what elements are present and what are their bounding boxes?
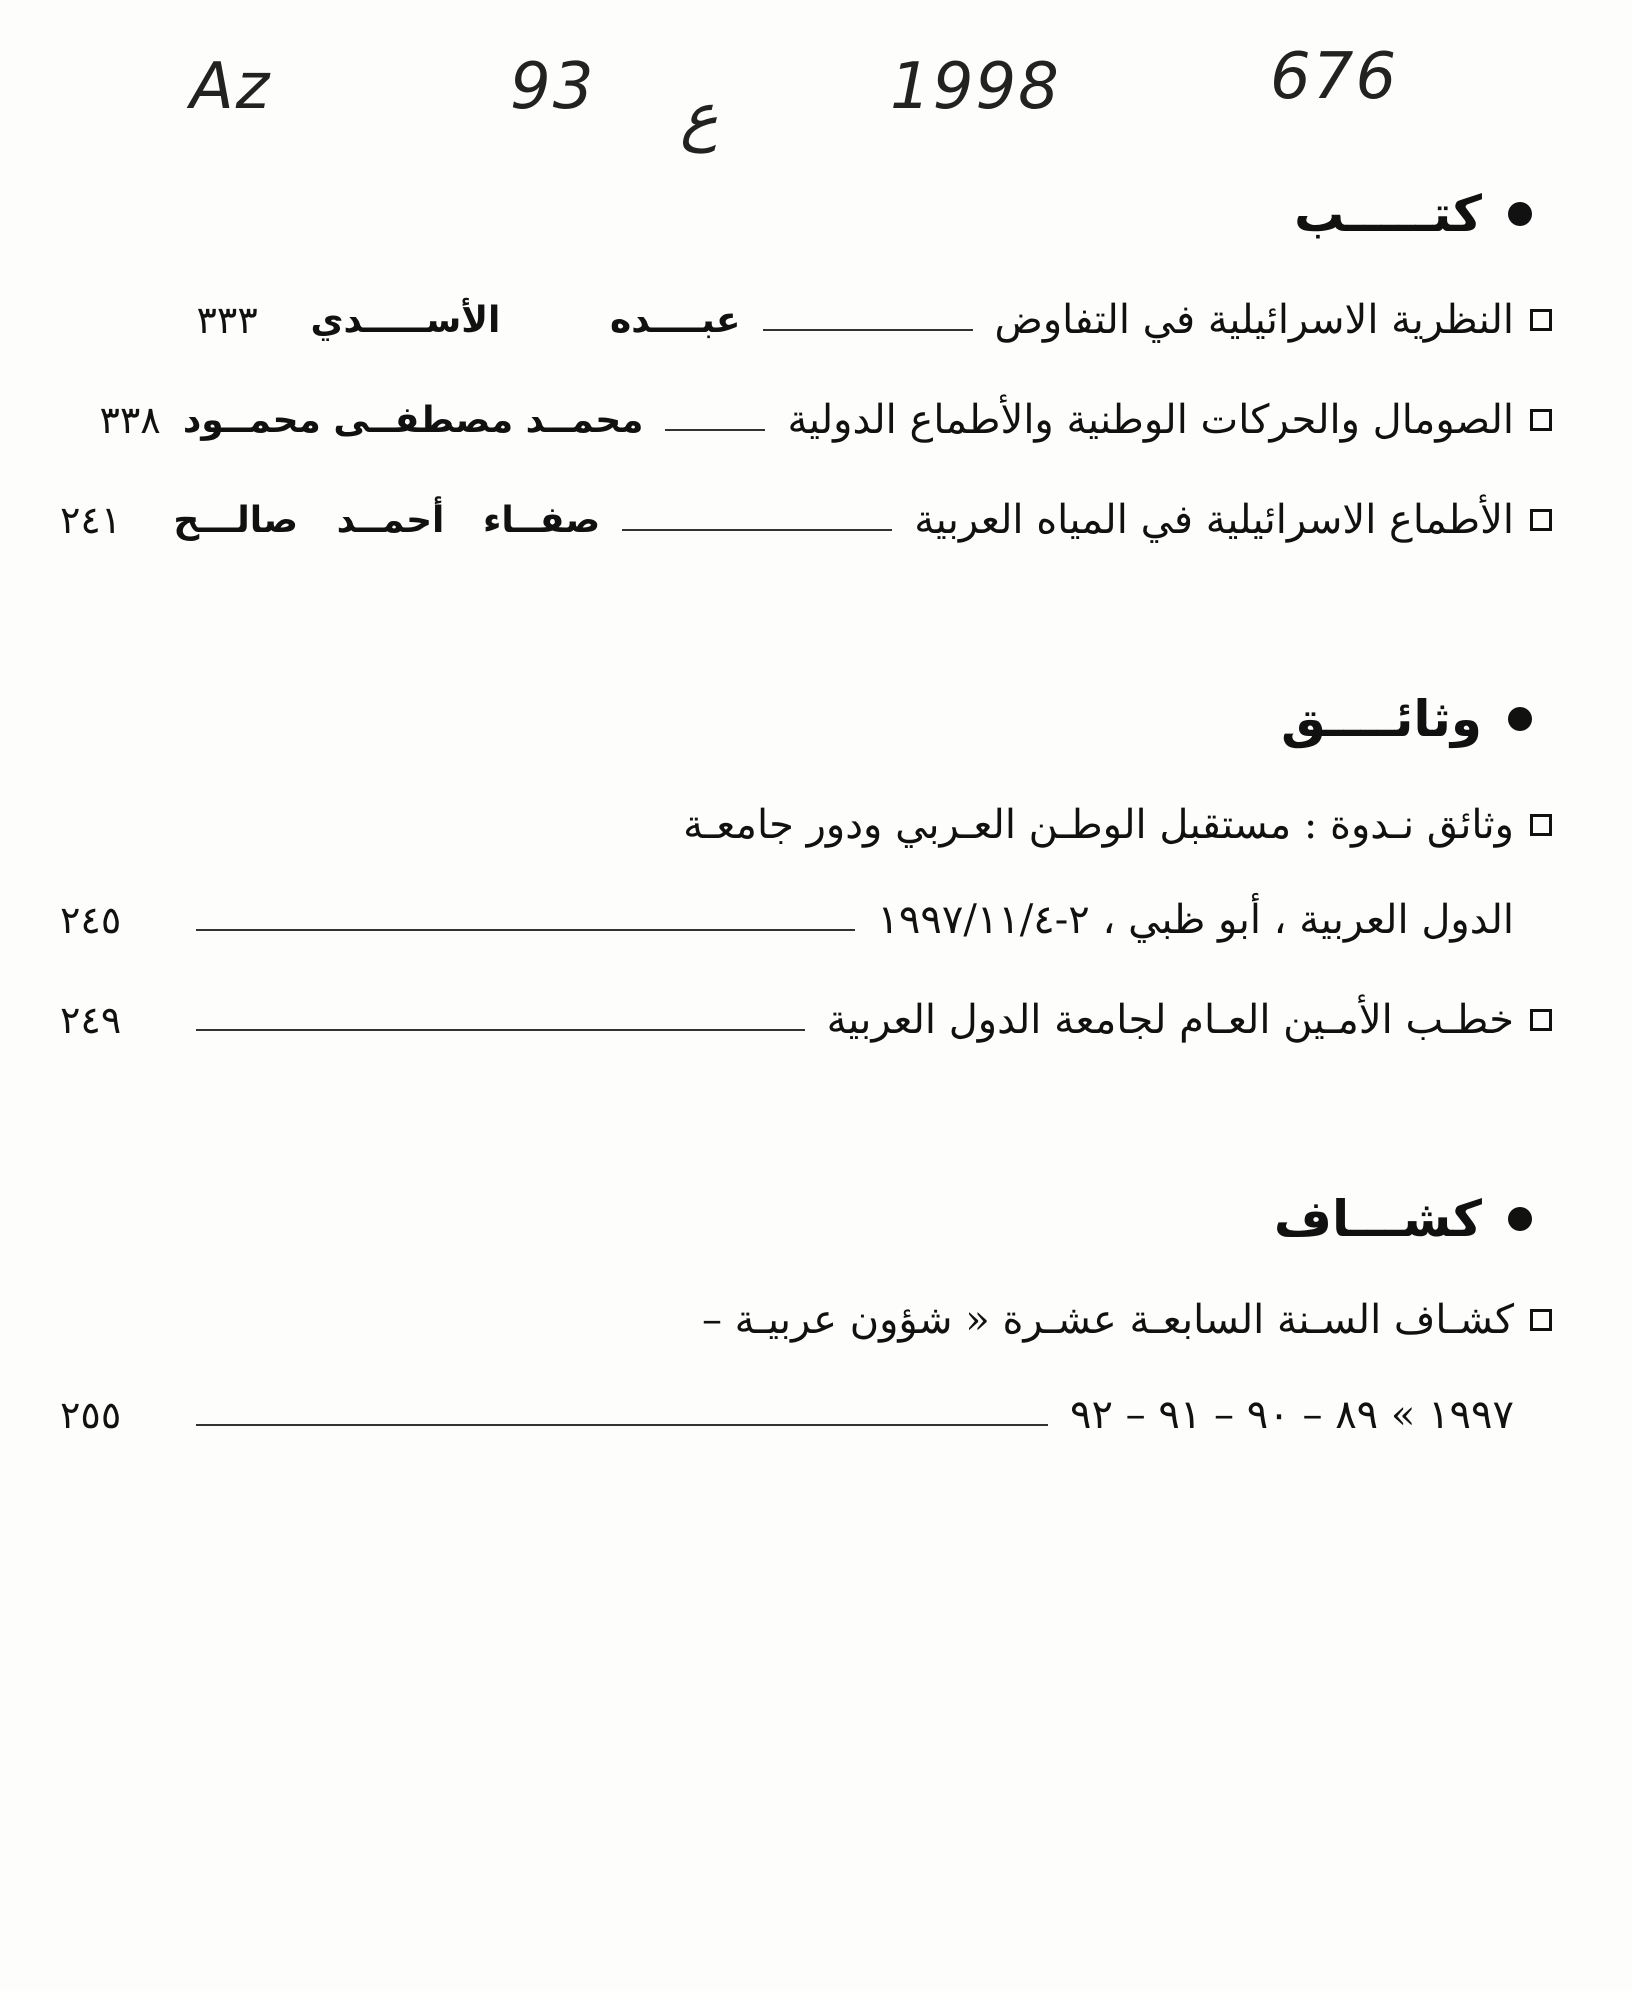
toc-entry-line1 [60,1285,1552,1355]
bullet-icon [1508,1207,1532,1231]
handwritten-note-1: Az [190,50,272,124]
bullet-icon [1508,202,1532,226]
checkbox-square-icon [1530,509,1552,531]
checkbox-square-icon [1530,1009,1552,1031]
entry-title: الصومال والحركات الوطنية والأطماع الدولية [787,397,1514,443]
entry-title: النظرية الاسرائيلية في التفاوض [994,297,1514,343]
entry-title: كشـاف السـنة السابعـة عشـرة « شؤون عربيـة – [701,1297,1514,1343]
section-title: كشـــاف [1273,1190,1482,1248]
handwritten-note-3: ع [680,80,719,154]
section-heading-documents [1281,690,1532,748]
entry-author: محمــد مصطفــى محمــود [182,399,644,441]
checkbox-square-icon [1530,814,1552,836]
toc-entry [60,985,1552,1055]
entry-title-continued: ١٩٩٧ » ٨٩ – ٩٠ – ٩١ – ٩٢ [1069,1392,1514,1438]
entry-title: خطـب الأمـين العـام لجامعة الدول العربية [826,997,1514,1043]
leader-line [196,1424,1048,1426]
checkbox-square-icon [1530,1309,1552,1331]
entry-title: الأطماع الاسرائيلية في المياه العربية [914,497,1514,543]
entry-title-continued: الدول العربية ، أبو ظبي ، ٢-١٩٩٧/١١/٤ [877,897,1514,943]
handwritten-note-4: 1998 [890,50,1061,124]
section-title: وثائــــق [1281,690,1482,748]
leader-line [196,929,855,931]
toc-entry-line2 [60,885,1552,955]
entry-author: صفــاء أحمــد صالـــح [173,499,601,541]
toc-entry-line1 [60,790,1552,860]
section-heading-books [1294,185,1532,243]
leader-line [196,1029,805,1031]
section-heading-index [1274,1190,1532,1248]
toc-entry [60,485,1552,555]
section-title: كتـــــب [1294,185,1482,243]
toc-entry [60,385,1552,455]
leader-line [763,329,973,331]
leader-line [665,429,765,431]
entry-title: وثائق نـدوة : مستقبل الوطـن العـربي ودور جامعـة [683,802,1514,848]
entry-page: ٢٤١ [60,498,122,542]
entry-author: عبــــده الأســـــدي [310,299,741,341]
leader-line [622,529,892,531]
entry-page: ٣٣٨ [99,398,161,442]
toc-entry-line2 [60,1380,1552,1450]
entry-page: ٢٤٩ [60,998,122,1042]
handwritten-note-2: 93 [510,50,596,124]
checkbox-square-icon [1530,309,1552,331]
handwritten-note-5: 676 [1270,40,1399,114]
entry-page: ٢٥٥ [60,1393,122,1437]
entry-page: ٢٤٥ [60,898,122,942]
toc-entry [60,285,1552,355]
entry-page: ٣٣٣ [196,298,258,342]
checkbox-square-icon [1530,409,1552,431]
bullet-icon [1508,707,1532,731]
